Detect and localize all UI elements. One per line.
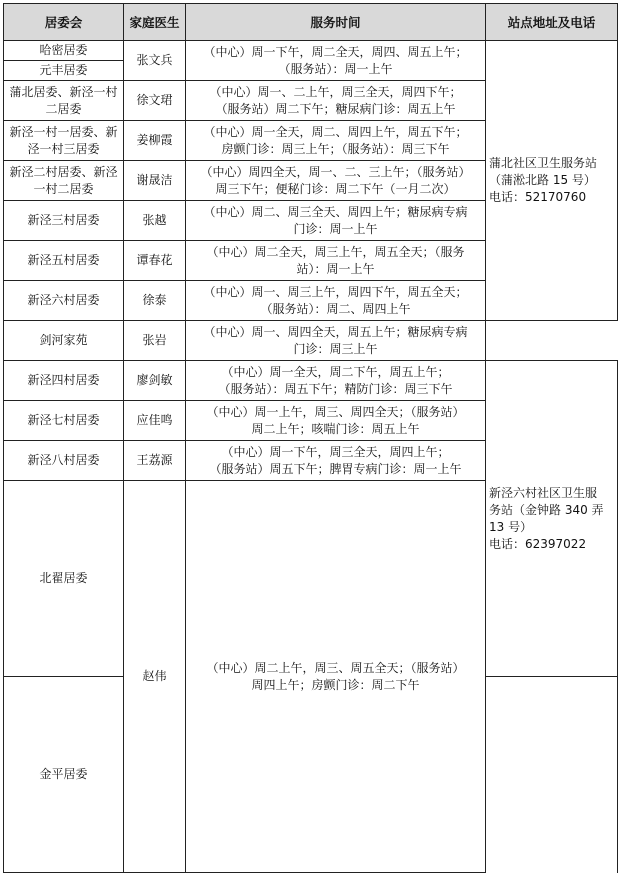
residence-cell: 新泾五村居委 — [4, 241, 124, 281]
service-time-cell — [186, 481, 486, 873]
table-row — [4, 361, 618, 401]
residence-cell: 北翟居委 — [4, 481, 124, 677]
doctor-cell: 徐泰 — [124, 281, 186, 321]
service-time-line: 周二上午；咳喘门诊：周五上午 — [251, 421, 420, 436]
site-line: 电话：62397022 — [489, 536, 587, 551]
doctor-cell: 王荔源 — [124, 441, 186, 481]
service-time-line: （中心）周一、周四全天，周五上午；糖尿病专病 — [203, 324, 468, 339]
header-residence: 居委会 — [4, 4, 124, 41]
residence-cell: 哈密居委 — [4, 41, 124, 61]
service-time-cell — [186, 201, 486, 241]
residence-cell: 新泾八村居委 — [4, 441, 124, 481]
site-cell-pubei — [486, 41, 618, 321]
doctor-cell: 姜柳霞 — [124, 121, 186, 161]
service-time-cell — [186, 241, 486, 281]
service-time-line: 门诊：周三上午 — [293, 341, 378, 356]
header-service-time: 服务时间 — [186, 4, 486, 41]
header-site-address: 站点地址及电话 — [486, 4, 618, 41]
doctor-cell: 张越 — [124, 201, 186, 241]
service-time-line: 站）：周一上午 — [296, 261, 375, 276]
service-time-line: （中心）周二全天，周三上午，周五全天；（服务 — [206, 244, 465, 259]
service-time-cell — [186, 81, 486, 121]
table-row — [4, 41, 618, 61]
service-time-cell — [186, 441, 486, 481]
service-time-line: （中心）周一上午，周三、周四全天；（服务站） — [206, 404, 465, 419]
residence-cell: 新泾二村居委、新泾一村二居委 — [4, 161, 124, 201]
doctor-cell: 谭春花 — [124, 241, 186, 281]
doctor-cell: 谢晟洁 — [124, 161, 186, 201]
site-line: （蒲淞北路 15 号） — [489, 173, 596, 187]
service-time-line: 周三下午；便秘门诊：周二下午（一月二次） — [215, 181, 456, 196]
doctor-cell: 廖剑敏 — [124, 361, 186, 401]
service-time-line: （服务站）周五下午；脾胃专病门诊：周一上午 — [209, 461, 462, 476]
service-time-line: （服务站）：周二、周四上午 — [260, 301, 411, 316]
residence-cell: 元丰居委 — [4, 61, 124, 81]
header-row — [4, 4, 618, 41]
site-line: 电话：52170760 — [489, 190, 587, 204]
doctor-cell: 张文兵 — [124, 41, 186, 81]
service-time-cell — [186, 41, 486, 81]
doctor-cell: 赵伟 — [124, 481, 186, 873]
residence-cell: 金平居委 — [4, 677, 124, 873]
service-time-line: （中心）周一下午，周三全天，周四上午； — [221, 444, 450, 459]
service-time-line: （中心）周一下午，周二全天，周四、周五上午； — [203, 44, 468, 59]
service-time-line: （中心）周一、周三上午，周四下午，周五全天； — [203, 284, 468, 299]
site-line: 13 号） — [489, 519, 533, 534]
service-time-line: （中心）周二上午，周三、周五全天；（服务站） — [206, 660, 465, 675]
doctor-schedule-table — [3, 3, 618, 873]
site-line: 务站（金钟路 340 弄 — [489, 502, 604, 517]
doctor-cell: 徐文珺 — [124, 81, 186, 121]
service-time-cell — [186, 281, 486, 321]
service-time-line: 门诊：周一上午 — [293, 221, 378, 236]
service-time-line: （中心）周一、二上午，周三全天，周四下午； — [209, 84, 462, 99]
residence-cell: 新泾四村居委 — [4, 361, 124, 401]
site-line: 蒲北社区卫生服务站 — [489, 156, 598, 170]
service-time-line: 周四上午；房颤门诊：周二下午 — [251, 677, 420, 692]
service-time-line: （中心）周一全天，周二下午，周五上午； — [221, 364, 450, 379]
header-doctor: 家庭医生 — [124, 4, 186, 41]
residence-cell: 新泾七村居委 — [4, 401, 124, 441]
service-time-line: （服务站）：周五下午；精防门诊：周三下午 — [218, 381, 453, 396]
residence-cell: 新泾三村居委 — [4, 201, 124, 241]
doctor-cell: 张岩 — [124, 321, 186, 361]
service-time-line: （服务站）：周一上午 — [278, 61, 393, 76]
site-cell-xinjing-6 — [486, 361, 618, 677]
service-time-line: （中心）周二、周三全天、周四上午；糖尿病专病 — [203, 204, 468, 219]
site-line: 新泾六村社区卫生服 — [489, 485, 598, 500]
service-time-line: （服务站）周二下午；糖尿病门诊：周五上午 — [215, 101, 456, 116]
service-time-line: （中心）周四全天，周一、二、三上午；（服务站） — [200, 164, 471, 179]
service-time-cell — [186, 361, 486, 401]
service-time-line: 房颤门诊：周三上午；（服务站）：周三下午 — [221, 141, 450, 156]
doctor-cell: 应佳鸣 — [124, 401, 186, 441]
residence-cell: 新泾一村一居委、新泾一村三居委 — [4, 121, 124, 161]
service-time-cell — [186, 161, 486, 201]
residence-cell: 蒲北居委、新泾一村二居委 — [4, 81, 124, 121]
service-time-cell — [186, 121, 486, 161]
service-time-cell — [186, 321, 486, 361]
residence-cell: 剑河家苑 — [4, 321, 124, 361]
service-time-line: （中心）周一全天，周二、周四上午，周五下午； — [203, 124, 468, 139]
table-row — [4, 321, 618, 361]
service-time-cell — [186, 401, 486, 441]
residence-cell: 新泾六村居委 — [4, 281, 124, 321]
